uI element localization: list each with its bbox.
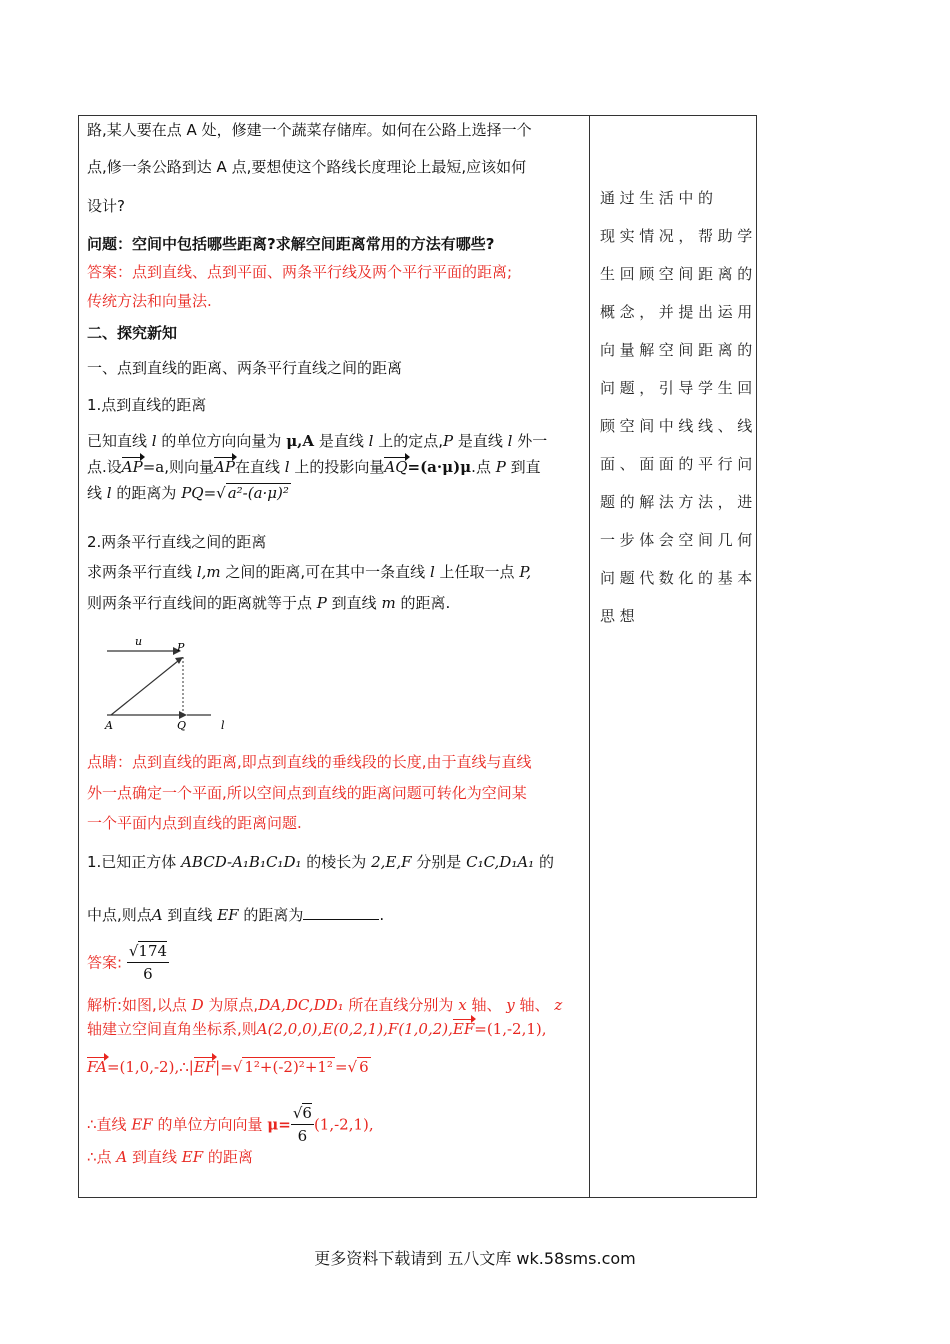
item2-title: 2.两条平行直线之间的距离 [87, 533, 267, 551]
label-a: A [105, 719, 113, 731]
vector-fa: FA [87, 1058, 107, 1076]
pq-formula: √ a²-(a·μ)² [216, 484, 289, 502]
side-note-line: 问题，引导学生回 [600, 379, 757, 397]
subsection-title: 一、点到直线的距离、两条平行直线之间的距离 [87, 359, 403, 377]
intro-line-3: 设计? [87, 197, 125, 215]
tip-line-1: 点睛：点到直线的距离,即点到直线的垂线段的长度,由于直线与直线 [87, 753, 532, 771]
section-title: 二、探究新知 [87, 324, 178, 342]
item2-line-1: 求两条平行直线 l,m 之间的距离,可在其中一条直线 l 上任取一点 P, [87, 563, 532, 581]
side-note-line: 生回顾空间距离的 [600, 265, 757, 283]
tip-line-2: 外一点确定一个平面,所以空间点到直线的距离问题可转化为空间某 [87, 784, 527, 802]
vector-ap: AP [121, 458, 143, 476]
solution-answer: 答案: $\frac{√174}{6}$ [87, 942, 168, 983]
unit-vector-fraction: $\frac{√6}{6}$ [292, 1104, 312, 1145]
lesson-table [78, 115, 757, 1198]
label-p: P [177, 641, 185, 654]
sqrt-six: √ 6 [347, 1058, 369, 1076]
ef-length-formula: √ 1²+(-2)²+1² [232, 1058, 333, 1076]
side-note-line: 问题代数化的基本 [600, 569, 757, 587]
label-l: l [221, 719, 225, 731]
solution-line-3: FA=(1,0,-2),∴|EF|=√ 1²+(-2)²+1² =√ 6 [87, 1058, 369, 1076]
side-note-line: 题的解法方法，进 [600, 493, 757, 511]
answer-line-2: 传统方法和向量法. [87, 292, 212, 310]
tip-line-3: 一个平面内点到直线的距离问题. [87, 814, 302, 832]
question-text: 问题：空间中包括哪些距离?求解空间距离常用的方法有哪些? [87, 235, 495, 253]
side-note-line: 一步体会空间几何 [600, 531, 757, 549]
item1-line-1: 已知直线 l 的单位方向向量为 μ,A 是直线 l 上的定点,P 是直线 l 外一 [87, 432, 548, 450]
exercise-line-2: 中点,则点A 到直线 EF 的距离为 . [87, 906, 385, 924]
footer-link[interactable]: 更多资料下载请到 五八文库 wk.58sms.com [314, 1249, 636, 1268]
side-note-line: 通过生活中的 [600, 189, 718, 207]
aq-arrowhead [179, 711, 187, 719]
vector-ap-2: AP [214, 458, 235, 476]
exercise-line-1: 1.已知正方体 ABCD-A₁B₁C₁D₁ 的棱长为 2,E,F 分别是 C₁C,D₁A₁ 的 [87, 853, 554, 871]
item1-line-2: 点.设AP=a,则向量AP在直线 l 上的投影向量AQ=(a·μ)μ.点 P 到直 [87, 458, 541, 476]
vector-ef: EF [452, 1020, 475, 1038]
side-note-line: 现实情况，帮助学 [600, 227, 757, 245]
side-note-line: 概念，并提出运用 [600, 303, 757, 321]
solution-line-4: ∴直线 EF 的单位方向向量 μ= $\frac{√6}{6}$ (1,-2,1), [87, 1104, 374, 1145]
column-divider [589, 116, 590, 1197]
answer-blank [303, 905, 379, 920]
item1-title: 1.点到直线的距离 [87, 396, 207, 414]
side-note-line: 顾空间中线线、线 [600, 417, 757, 435]
side-note-line: 向量解空间距离的 [600, 341, 757, 359]
intro-line-2: 点,修一条公路到达 A 点,要想使这个路线长度理论上最短,应该如何 [87, 158, 527, 176]
intro-line-1: 路,某人要在点 A 处，修建一个蔬菜存储库。如何在公路上选择一个 [87, 121, 532, 139]
solution-line-5: ∴点 A 到直线 EF 的距离 [87, 1148, 253, 1166]
item1-line-3: 线 l 的距离为 PQ=√ a²-(a·μ)² [87, 484, 289, 502]
projection-figure [103, 631, 243, 731]
ap-line [111, 661, 178, 715]
solution-line-2: 轴建立空间直角坐标系,则A(2,0,0),E(0,2,1),F(1,0,2),EF=(1,-2,1), [87, 1020, 547, 1038]
answer-fraction: $\frac{√174}{6}$ [128, 942, 168, 983]
label-u: u [135, 635, 143, 648]
vector-ef-abs: EF [193, 1058, 216, 1076]
side-note-line: 思想 [600, 607, 640, 625]
solution-line-1: 解析:如图,以点 D 为原点,DA,DC,DD₁ 所在直线分别为 x 轴、 y 轴、 z [87, 996, 563, 1014]
answer-line-1: 答案：点到直线、点到平面、两条平行线及两个平行平面的距离; [87, 263, 513, 281]
side-note-line: 面、面面的平行问 [600, 455, 757, 473]
label-q: Q [177, 719, 187, 731]
vector-aq: AQ [384, 458, 408, 476]
item2-line-2: 则两条平行直线间的距离就等于点 P 到直线 m 的距离. [87, 594, 451, 612]
